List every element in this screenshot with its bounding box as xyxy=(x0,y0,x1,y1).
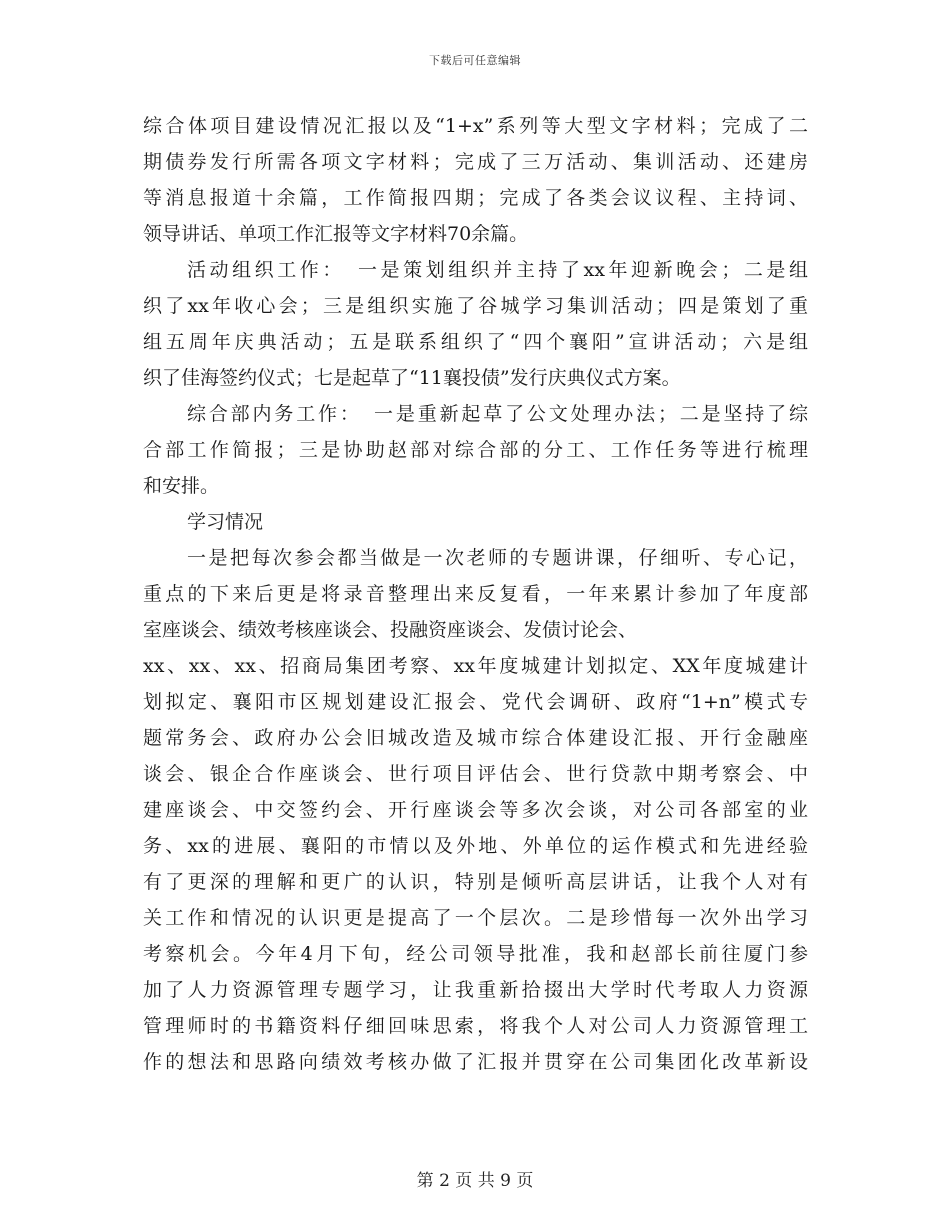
body-text-line: 和安排。 xyxy=(143,475,220,497)
body-text-line: 领导讲话、单项工作汇报等文字材料70余篇。 xyxy=(143,223,529,245)
body-text-line: 活动组织工作： 一是策划组织并主持了xx年迎新晚会；二是组 xyxy=(187,259,808,281)
body-text-line: 等消息报道十余篇，工作简报四期；完成了各类会议议程、主持词、 xyxy=(143,187,808,209)
body-text-line: 关工作和情况的认识更是提高了一个层次。二是珍惜每一次外出学习 xyxy=(143,907,808,929)
body-text-line: xx、xx、xx、招商局集团考察、xx年度城建计划拟定、XX年度城建计 xyxy=(143,655,808,677)
document-body xyxy=(143,108,808,1080)
page-header: 下载后可任意编辑 xyxy=(429,54,521,67)
body-text-line: 一是把每次参会都当做是一次老师的专题讲课，仔细听、专心记， xyxy=(187,547,808,569)
body-text-line: 管理师时的书籍资料仔细回味思索，将我个人对公司人力资源管理工 xyxy=(143,1015,808,1037)
body-text-line: 期债券发行所需各项文字材料；完成了三万活动、集训活动、还建房 xyxy=(143,151,808,173)
body-text-line: 划拟定、襄阳市区规划建设汇报会、党代会调研、政府“1+n”模式专 xyxy=(143,691,808,713)
body-text-line: 合部工作简报；三是协助赵部对综合部的分工、工作任务等进行梳理 xyxy=(143,439,808,461)
body-text-line: 室座谈会、绩效考核座谈会、投融资座谈会、发债讨论会、 xyxy=(143,619,638,641)
page-footer: 第 2 页 共 9 页 xyxy=(416,1171,534,1191)
body-text-line: 综合体项目建设情况汇报以及“1+x”系列等大型文字材料；完成了二 xyxy=(143,115,808,137)
body-text-line: 学习情况 xyxy=(187,511,264,533)
body-text-line: 织了佳海签约仪式；七是起草了“11襄投债”发行庆典仪式方案。 xyxy=(143,367,681,389)
body-text-line: 谈会、银企合作座谈会、世行项目评估会、世行贷款中期考察会、中 xyxy=(143,763,808,785)
body-text-line: 加了人力资源管理专题学习，让我重新拾掇出大学时代考取人力资源 xyxy=(143,979,808,1001)
body-text-line: 作的想法和思路向绩效考核办做了汇报并贯穿在公司集团化改革新设 xyxy=(143,1051,808,1073)
body-text-line: 织了xx年收心会；三是组织实施了谷城学习集训活动；四是策划了重 xyxy=(143,295,808,317)
body-text-line: 务、xx的进展、襄阳的市情以及外地、外单位的运作模式和先进经验 xyxy=(143,835,808,857)
body-text-line: 建座谈会、中交签约会、开行座谈会等多次会谈，对公司各部室的业 xyxy=(143,799,808,821)
body-text-line: 组五周年庆典活动；五是联系组织了“四个襄阳”宣讲活动；六是组 xyxy=(143,331,808,353)
body-text-line: 题常务会、政府办公会旧城改造及城市综合体建设汇报、开行金融座 xyxy=(143,727,808,749)
body-text-line: 考察机会。今年4月下旬，经公司领导批准，我和赵部长前往厦门参 xyxy=(143,943,808,965)
body-text-line: 综合部内务工作： 一是重新起草了公文处理办法；二是坚持了综 xyxy=(187,403,808,425)
body-text-line: 重点的下来后更是将录音整理出来反复看，一年来累计参加了年度部 xyxy=(143,583,808,605)
body-text-line: 有了更深的理解和更广的认识，特别是倾听高层讲话，让我个人对有 xyxy=(143,871,808,893)
